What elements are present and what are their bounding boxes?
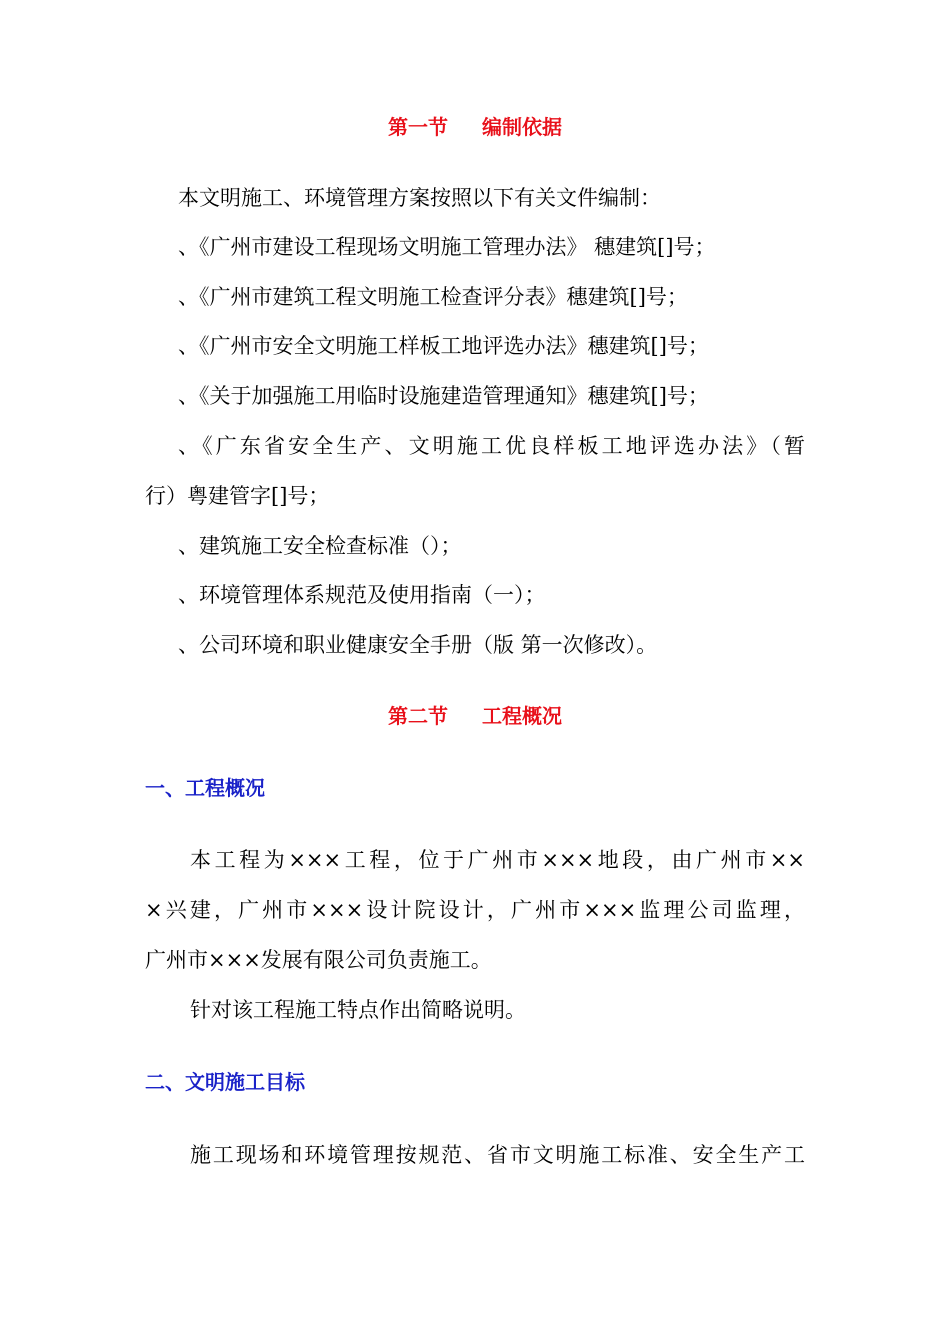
section-2-title [0, 702, 950, 730]
overview-paragraph-line: 广州市×××发展有限公司负责施工。 [145, 948, 492, 972]
section-1-name: 编制依据 [482, 115, 562, 139]
goals-paragraph-line: 施工现场和环境管理按规范、省市文明施工标准、安全生产工 [190, 1143, 805, 1167]
basis-intro: 本文明施工、环境管理方案按照以下有关文件编制： [178, 186, 661, 210]
overview-note: 针对该工程施工特点作出简略说明。 [190, 998, 526, 1022]
overview-heading: 一、工程概况 [145, 776, 265, 800]
section-1-number: 第一节 [388, 115, 448, 139]
basis-item: 、《关于加强施工用临时设施建造管理通知》穗建筑[]号； [178, 384, 709, 408]
basis-item: 、《广州市建设工程现场文明施工管理办法》 穗建筑[]号； [178, 235, 716, 259]
section-2-name: 工程概况 [482, 704, 562, 728]
overview-paragraph-line: ×兴建，广州市×××设计院设计，广州市×××监理公司监理， [145, 898, 805, 922]
section-2-number: 第二节 [388, 704, 448, 728]
basis-item: 、《广州市安全文明施工样板工地评选办法》穗建筑[]号； [178, 334, 709, 358]
basis-item: 、公司环境和职业健康安全手册（版 第一次修改）。 [178, 633, 658, 657]
overview-paragraph-line: 本工程为×××工程，位于广州市×××地段，由广州市×× [190, 848, 805, 872]
section-1-title [0, 113, 950, 141]
basis-item: 、《广东省安全生产、文明施工优良样板工地评选办法》（暂 [178, 434, 805, 458]
basis-item: 、环境管理体系规范及使用指南（一）； [178, 583, 546, 607]
basis-item-continuation: 行）粤建管字[]号； [145, 484, 330, 508]
basis-item: 、《广州市建筑工程文明施工检查评分表》穗建筑[]号； [178, 285, 688, 309]
goals-heading: 二、文明施工目标 [145, 1070, 305, 1094]
basis-item: 、建筑施工安全检查标准（）； [178, 534, 462, 558]
